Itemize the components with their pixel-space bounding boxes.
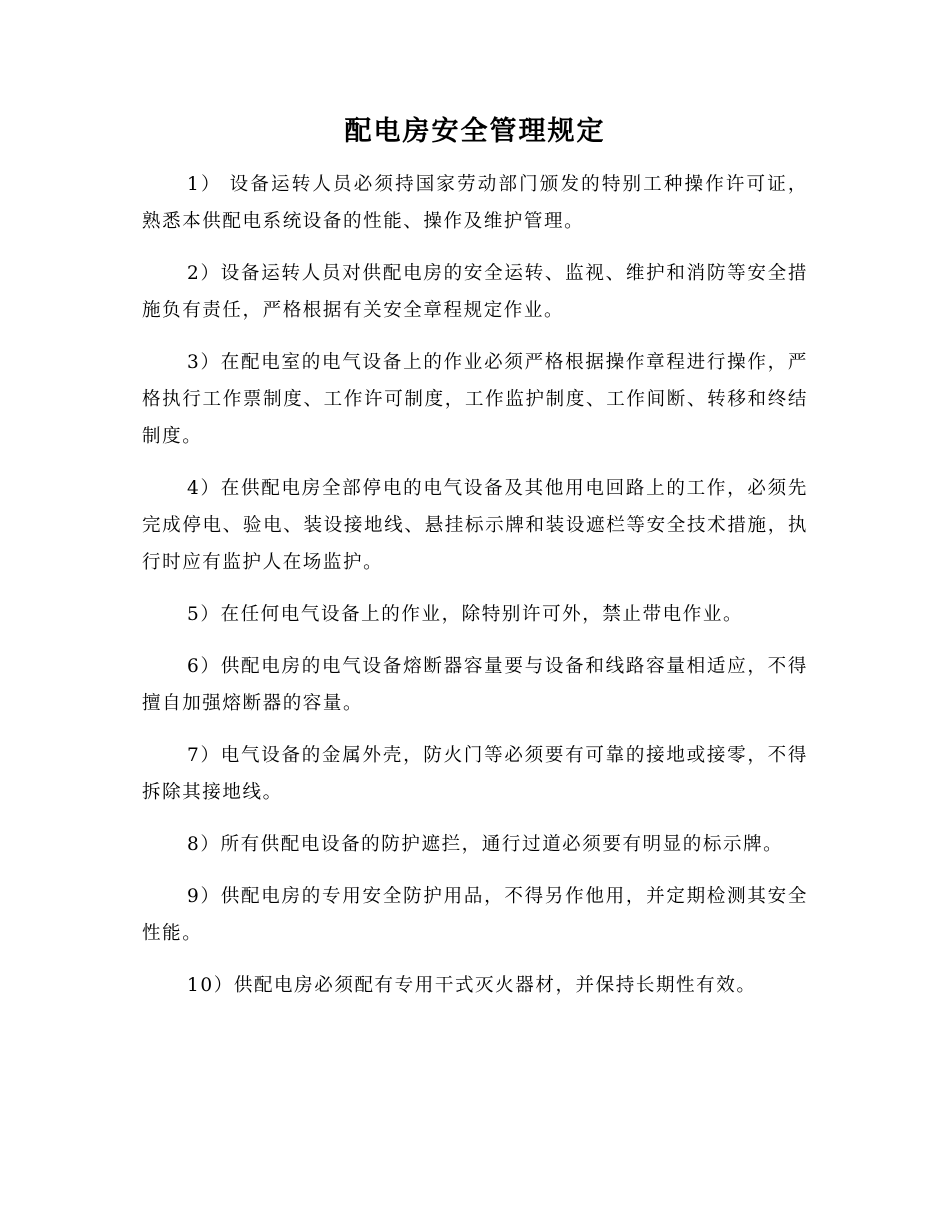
- paragraph-3: 3）在配电室的电气设备上的作业必须严格根据操作章程进行操作，严格执行工作票制度、工作许可制度，工作监护制度、工作间断、转移和终结制度。: [142, 352, 808, 447]
- paragraph-4: 4）在供配电房全部停电的电气设备及其他用电回路上的工作，必须先完成停电、验电、装设接地线、悬挂标示牌和装设遮栏等安全技术措施，执行时应有监护人在场监护。: [142, 478, 808, 573]
- paragraph-10: 10）供配电房必须配有专用干式灭火器材，并保持长期性有效。: [187, 975, 757, 996]
- paragraph-7: 7）电气设备的金属外壳，防火门等必须要有可靠的接地或接零，不得拆除其接地线。: [142, 745, 808, 803]
- paragraph-2: 2）设备运转人员对供配电房的安全运转、监视、维护和消防等安全措施负有责任，严格根据有关安全章程规定作业。: [142, 263, 808, 321]
- paragraph-9: 9）供配电房的专用安全防护用品，不得另作他用，并定期检测其安全性能。: [142, 886, 808, 944]
- document-body: [142, 166, 808, 1019]
- document-title: 配电房安全管理规定: [344, 116, 606, 147]
- paragraph-1: 1） 设备运转人员必须持国家劳动部门颁发的特别工种操作许可证，熟悉本供配电系统设备的性能、操作及维护管理。: [142, 174, 808, 232]
- paragraph-5: 5）在任何电气设备上的作业，除特别许可外，禁止带电作业。: [187, 604, 744, 625]
- paragraph-8: 8）所有供配电设备的防护遮拦，通行过道必须要有明显的标示牌。: [187, 834, 784, 855]
- paragraph-6: 6）供配电房的电气设备熔断器容量要与设备和线路容量相适应，不得擅自加强熔断器的容量。: [142, 656, 808, 714]
